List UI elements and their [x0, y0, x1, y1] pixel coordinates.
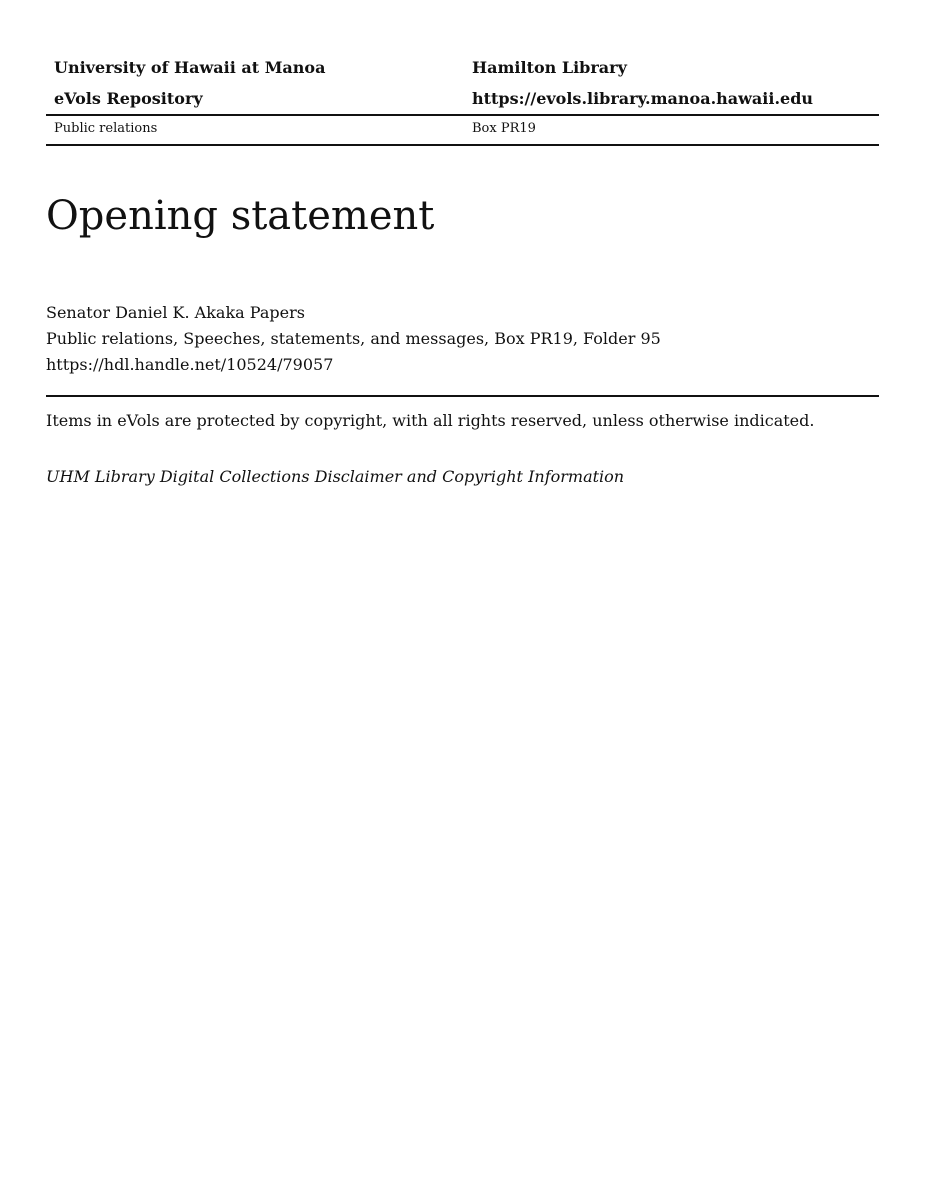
header-row-3	[46, 116, 879, 144]
repository-name: eVols Repository	[54, 89, 203, 108]
header-table	[46, 52, 879, 146]
header-row-2	[46, 83, 879, 114]
collection-name: Senator Daniel K. Akaka Papers	[46, 303, 305, 322]
page-title: Opening statement	[46, 193, 435, 239]
library-name: Hamilton Library	[472, 58, 627, 77]
document-metadata	[46, 300, 661, 378]
section-divider	[46, 395, 879, 397]
header-rule-bottom	[46, 144, 879, 146]
institution-name: University of Hawaii at Manoa	[54, 58, 326, 77]
rights-statement: Items in eVols are protected by copyright, with all rights reserved, unless otherwise indicated.	[46, 411, 815, 430]
header-row-1	[46, 52, 879, 83]
handle-link[interactable]: https://hdl.handle.net/10524/79057	[46, 355, 334, 374]
disclaimer-link[interactable]: UHM Library Digital Collections Disclaimer and Copyright Information	[46, 467, 625, 486]
box-label: Box PR19	[472, 121, 536, 136]
repository-url-link[interactable]: https://evols.library.manoa.hawaii.edu	[472, 89, 814, 108]
folder-location: Public relations, Speeches, statements, and messages, Box PR19, Folder 95	[46, 329, 661, 348]
series-label: Public relations	[54, 121, 158, 136]
